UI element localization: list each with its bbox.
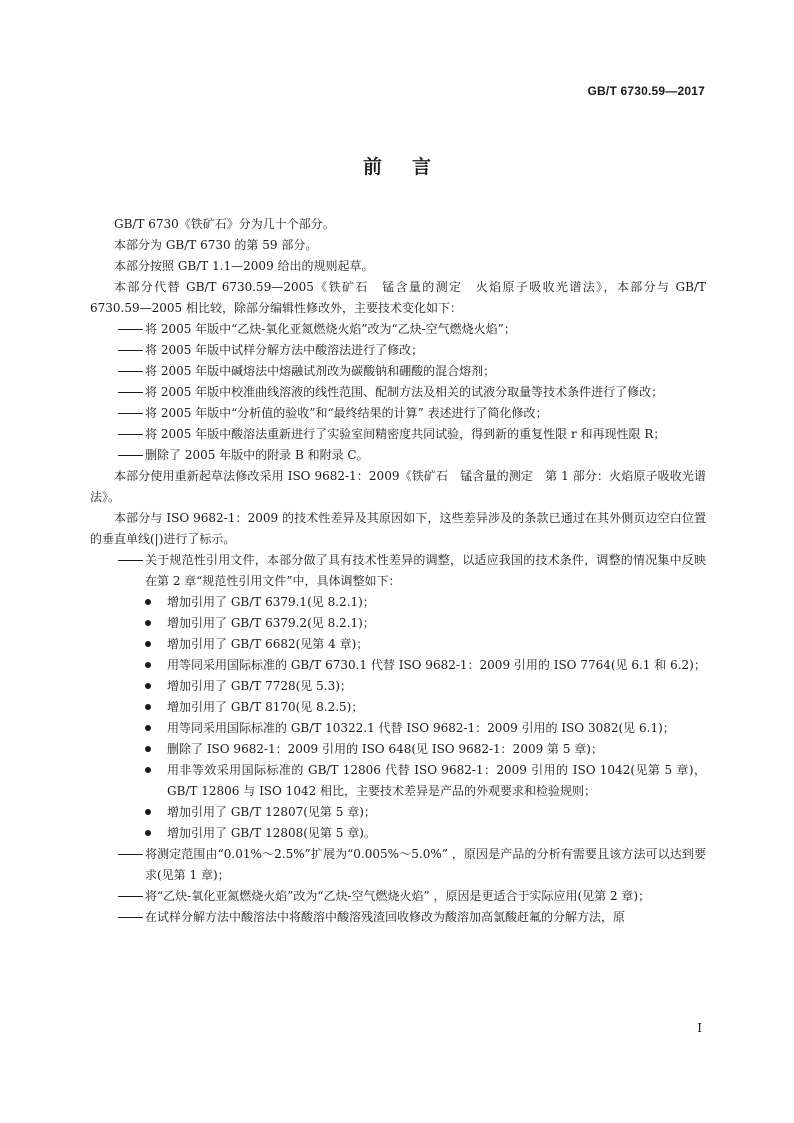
list-item-text: 将 2005 年版中试样分解方法中酸溶法进行了修改；	[145, 343, 424, 357]
list-item	[90, 319, 706, 340]
standard-code: GB/T 6730.59—2017	[587, 84, 705, 98]
list-item-text: 将 2005 年版中酸溶法重新进行了实验室间精密度共同试验，得到新的重复性限 r 和再现性限 R；	[145, 427, 666, 441]
list-item-text: 将 2005 年版中“分析值的验收”和“最终结果的计算” 表述进行了简化修改；	[145, 406, 548, 420]
document-body	[90, 214, 706, 928]
bullet-icon	[145, 746, 151, 752]
paragraph: GB/T 6730《铁矿石》分为几十个部分。	[114, 217, 335, 231]
paragraph: 本部分代替 GB/T 6730.59—2005《铁矿石 锰含量的测定 火焰原子吸收光谱法》，本部分与 GB/T 6730.59—2005 相比较，除部分编辑性修改外，主要技术变化如下：	[90, 280, 706, 315]
list-item	[90, 550, 706, 592]
list-item-text: 将 2005 年版中校准曲线溶液的线性范围、配制方法及相关的试液分取量等技术条件进行了修改；	[145, 385, 664, 399]
list-item	[90, 361, 706, 382]
bullet-text: 增加引用了 GB/T 12807(见第 5 章)；	[167, 805, 376, 819]
list-item	[90, 382, 706, 403]
bullet-text: 增加引用了 GB/T 6682(见第 4 章)；	[167, 637, 369, 651]
bullet-text: 增加引用了 GB/T 8170(见 8.2.5)；	[167, 700, 364, 714]
bullet-text: 增加引用了 GB/T 12808(见第 5 章)。	[167, 826, 376, 840]
list-item-text: 将 2005 年版中“乙炔-氧化亚氮燃烧火焰”改为“乙炔-空气燃烧火焰”；	[145, 322, 516, 336]
bullet-item	[90, 760, 706, 802]
list-item-text: 将“乙炔-氧化亚氮燃烧火焰”改为“乙炔-空气燃烧火焰” ，原因是更适合于实际应用(见第 2 章)；	[145, 889, 651, 903]
paragraph: 本部分使用重新起草法修改采用 ISO 9682-1：2009《铁矿石 锰含量的测定 第 1 部分：火焰原子吸收光谱法》。	[90, 469, 706, 504]
bullet-icon	[145, 620, 151, 626]
bullet-item	[90, 739, 706, 760]
bullet-icon	[145, 683, 151, 689]
bullet-item	[90, 802, 706, 823]
list-item	[90, 340, 706, 361]
page-title: 前言	[362, 156, 461, 178]
bullet-icon	[145, 641, 151, 647]
list-item	[90, 844, 706, 886]
bullet-item	[90, 823, 706, 844]
bullet-item	[90, 655, 706, 676]
other-differences-list	[90, 844, 706, 928]
bullet-item	[90, 634, 706, 655]
bullet-item	[90, 718, 706, 739]
paragraph: 本部分与 ISO 9682-1：2009 的技术性差异及其原因如下，这些差异涉及的条款已通过在其外侧页边空白位置的垂直单线(|)进行了标示。	[90, 511, 706, 546]
bullet-icon	[145, 704, 151, 710]
paragraph: 本部分为 GB/T 6730 的第 59 部分。	[114, 238, 318, 252]
changes-list	[90, 319, 706, 466]
reference-adjustments-list	[90, 592, 706, 844]
bullet-icon	[145, 830, 151, 836]
bullet-icon	[145, 662, 151, 668]
bullet-text: 增加引用了 GB/T 6379.2(见 8.2.1)；	[167, 616, 375, 630]
bullet-text: 用等同采用国际标准的 GB/T 10322.1 代替 ISO 9682-1：2009 引用的 ISO 3082(见 6.1)；	[167, 721, 675, 735]
list-item-text: 删除了 2005 年版中的附录 B 和附录 C。	[145, 448, 369, 462]
bullet-text: 用非等效采用国际标准的 GB/T 12806 代替 ISO 9682-1：2009 引用的 ISO 1042(见第 5 章)，GB/T 12806 与 ISO 1042 相比，主要技术差异是产品的外观要求和检验规则；	[167, 763, 706, 798]
bullet-text: 增加引用了 GB/T 7728(见 5.3)；	[167, 679, 352, 693]
bullet-icon	[145, 809, 151, 815]
bullet-text: 删除了 ISO 9682-1：2009 引用的 ISO 648(见 ISO 9682-1：2009 第 5 章)；	[167, 742, 603, 756]
list-item-text: 将 2005 年版中碱熔法中熔融试剂改为碳酸钠和硼酸的混合熔剂；	[145, 364, 496, 378]
bullet-text: 增加引用了 GB/T 6379.1(见 8.2.1)；	[167, 595, 375, 609]
bullet-icon	[145, 767, 151, 773]
list-item	[90, 886, 706, 907]
bullet-item	[90, 697, 706, 718]
bullet-icon	[145, 725, 151, 731]
paragraph: 本部分按照 GB/T 1.1—2009 给出的规则起草。	[114, 259, 374, 273]
page-number: I	[697, 1021, 702, 1035]
bullet-text: 用等同采用国际标准的 GB/T 6730.1 代替 ISO 9682-1：2009 引用的 ISO 7764(见 6.1 和 6.2)；	[167, 658, 706, 672]
list-item-text: 将测定范围由“0.01%～2.5%”扩展为“0.005%～5.0%” ，原因是产品的分析有需要且该方法可以达到要求(见第 1 章)；	[145, 847, 706, 882]
list-item	[90, 445, 706, 466]
bullet-item	[90, 613, 706, 634]
bullet-icon	[145, 599, 151, 605]
list-item	[90, 424, 706, 445]
list-item	[90, 907, 706, 928]
list-item-text: 在试样分解方法中酸溶法中将酸溶中酸溶残渣回收修改为酸溶加高氯酸赶氟的分解方法，原	[145, 910, 626, 924]
bullet-item	[90, 592, 706, 613]
list-item-text: 关于规范性引用文件，本部分做了具有技术性差异的调整，以适应我国的技术条件，调整的情况集中反映在第 2 章“规范性引用文件”中，具体调整如下：	[145, 553, 706, 588]
list-item	[90, 403, 706, 424]
bullet-item	[90, 676, 706, 697]
